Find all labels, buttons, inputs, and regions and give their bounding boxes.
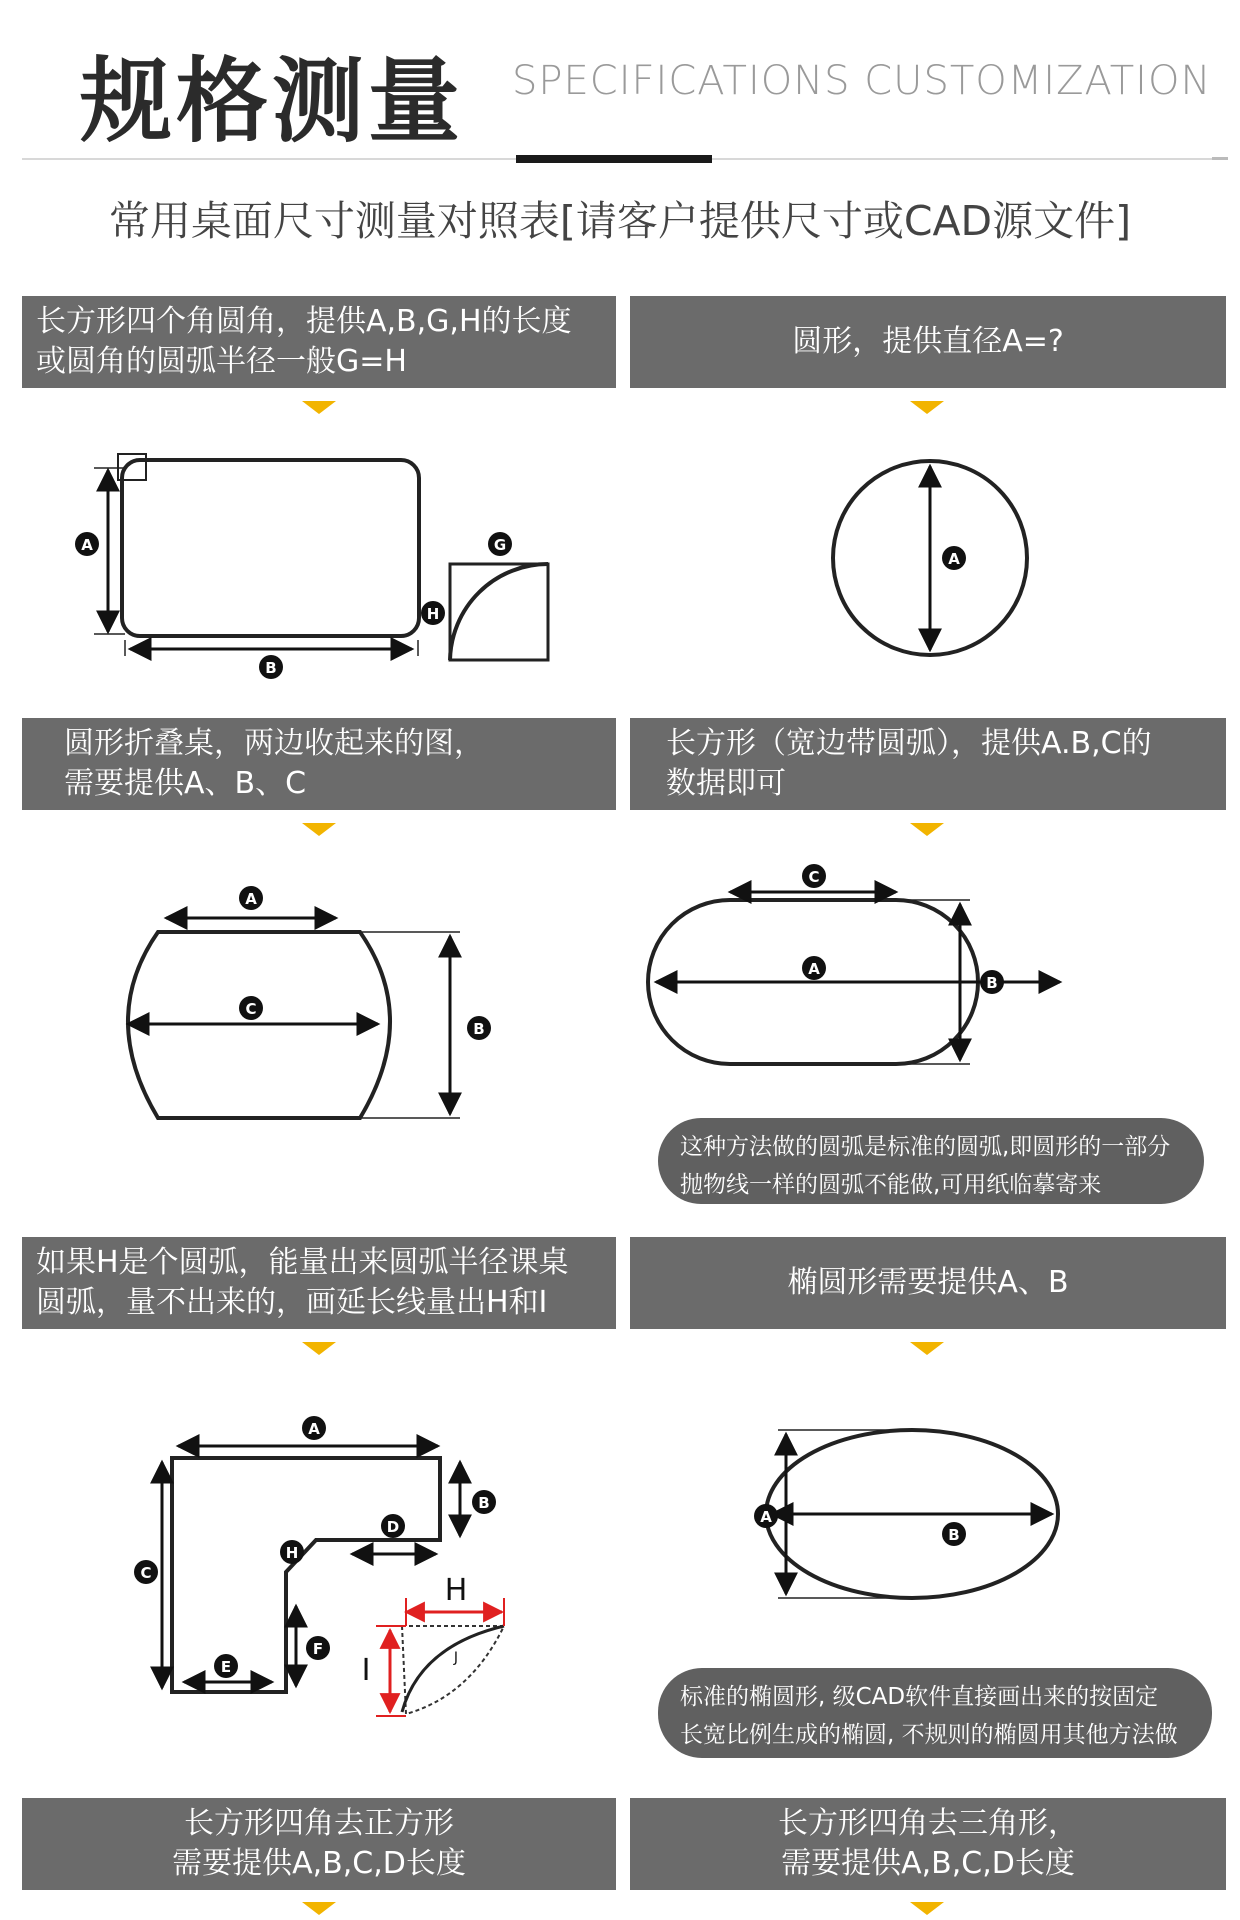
l-shape-diagram bbox=[0, 1400, 620, 1760]
arc-side-rectangle-diagram bbox=[630, 850, 1226, 1070]
banner-circle bbox=[630, 296, 1226, 388]
banner-folding-round-table bbox=[22, 718, 616, 810]
down-arrow-icon bbox=[302, 1342, 336, 1355]
banner-ellipse bbox=[630, 1237, 1226, 1329]
down-arrow-icon bbox=[302, 1902, 336, 1915]
label-b: B bbox=[265, 659, 277, 677]
label-b: B bbox=[986, 974, 998, 992]
banner-line: 圆形折叠桌，两边收起来的图， bbox=[64, 726, 484, 761]
label-a: A bbox=[245, 890, 257, 908]
label-c: C bbox=[140, 1564, 152, 1582]
banner-line: 如果H是个圆弧，能量出来圆弧半径课桌 bbox=[36, 1245, 569, 1280]
banner-rounded-rectangle bbox=[22, 296, 616, 388]
down-arrow-icon bbox=[910, 823, 944, 836]
banner-line: 长方形四个角圆角，提供A,B,G,H的长度 bbox=[36, 304, 572, 339]
arc-curve bbox=[402, 1626, 504, 1712]
label-c: C bbox=[245, 1000, 257, 1018]
banner-line: 长方形四角去正方形 bbox=[183, 1806, 454, 1841]
label-g: G bbox=[493, 536, 507, 554]
label-f: F bbox=[312, 1640, 324, 1658]
banner-rectangle-arc-sides bbox=[630, 718, 1226, 810]
banner-line: 需要提供A、B、C bbox=[64, 766, 307, 801]
label-h-large: H bbox=[444, 1573, 468, 1608]
section-heading: 常用桌面尺寸测量对照表[请客户提供尺寸或CAD源文件] bbox=[108, 197, 1132, 245]
down-arrow-icon bbox=[910, 1902, 944, 1915]
banner-line: 需要提供A,B,C,D长度 bbox=[781, 1846, 1075, 1881]
corner-arc bbox=[450, 564, 548, 660]
label-c: C bbox=[808, 868, 820, 886]
page-subtitle-english: SPECIFICATIONS CUSTOMIZATION bbox=[512, 58, 1212, 104]
note-line: 抛物线一样的圆弧不能做,可用纸临摹寄来 bbox=[680, 1172, 1102, 1198]
label-j: J bbox=[453, 1650, 459, 1666]
label-h-corner: H bbox=[285, 1544, 299, 1562]
ellipse-diagram bbox=[630, 1410, 1226, 1610]
label-a: A bbox=[308, 1420, 320, 1438]
note-ellipse bbox=[658, 1668, 1212, 1758]
banner-line: 长方形四角去三角形， bbox=[778, 1806, 1078, 1841]
banner-line: 数据即可 bbox=[666, 766, 786, 801]
rounded-rectangle-diagram bbox=[0, 440, 620, 700]
banner-line: 圆形，提供直径A=? bbox=[792, 324, 1064, 359]
label-e: E bbox=[220, 1658, 232, 1676]
note-line: 长宽比例生成的椭圆, 不规则的椭圆用其他方法做 bbox=[680, 1722, 1178, 1748]
note-arc bbox=[658, 1118, 1204, 1204]
banner-rect-square-corners bbox=[22, 1798, 616, 1890]
label-a: A bbox=[808, 960, 820, 978]
label-i: I bbox=[361, 1653, 371, 1688]
down-arrow-icon bbox=[302, 823, 336, 836]
label-b: B bbox=[478, 1494, 490, 1512]
down-arrow-icon bbox=[302, 401, 336, 414]
label-h: H bbox=[426, 605, 440, 623]
label-a: A bbox=[948, 550, 960, 568]
folding-round-table-diagram bbox=[0, 870, 620, 1130]
divider-end-mark bbox=[1212, 157, 1228, 160]
banner-line: 需要提供A,B,C,D长度 bbox=[172, 1846, 466, 1881]
note-line: 这种方法做的圆弧是标准的圆弧,即圆形的一部分 bbox=[680, 1134, 1171, 1160]
label-b: B bbox=[948, 1526, 960, 1544]
banner-line: 圆弧，量不出来的，画延长线量出H和I bbox=[36, 1285, 548, 1320]
banner-rect-triangle-corners bbox=[630, 1798, 1226, 1890]
down-arrow-icon bbox=[910, 1342, 944, 1355]
page-title: 规格测量 bbox=[80, 48, 465, 155]
note-line: 标准的椭圆形, 级CAD软件直接画出来的按固定 bbox=[680, 1684, 1159, 1710]
circle-diagram bbox=[630, 440, 1226, 700]
table-outline bbox=[172, 1458, 440, 1692]
banner-line: 长方形（宽边带圆弧），提供A.B,C的 bbox=[666, 726, 1152, 761]
label-b: B bbox=[473, 1020, 485, 1038]
label-a: A bbox=[81, 536, 93, 554]
banner-line: 椭圆形需要提供A、B bbox=[787, 1265, 1069, 1300]
banner-l-shape-arc bbox=[22, 1237, 616, 1329]
table-outline bbox=[122, 460, 419, 636]
down-arrow-icon bbox=[910, 401, 944, 414]
arc-detail bbox=[402, 1626, 504, 1714]
divider-accent bbox=[516, 155, 712, 163]
label-a: A bbox=[760, 1508, 772, 1526]
label-d: D bbox=[386, 1518, 400, 1536]
banner-line: 或圆角的圆弧半径一般G=H bbox=[36, 344, 407, 379]
